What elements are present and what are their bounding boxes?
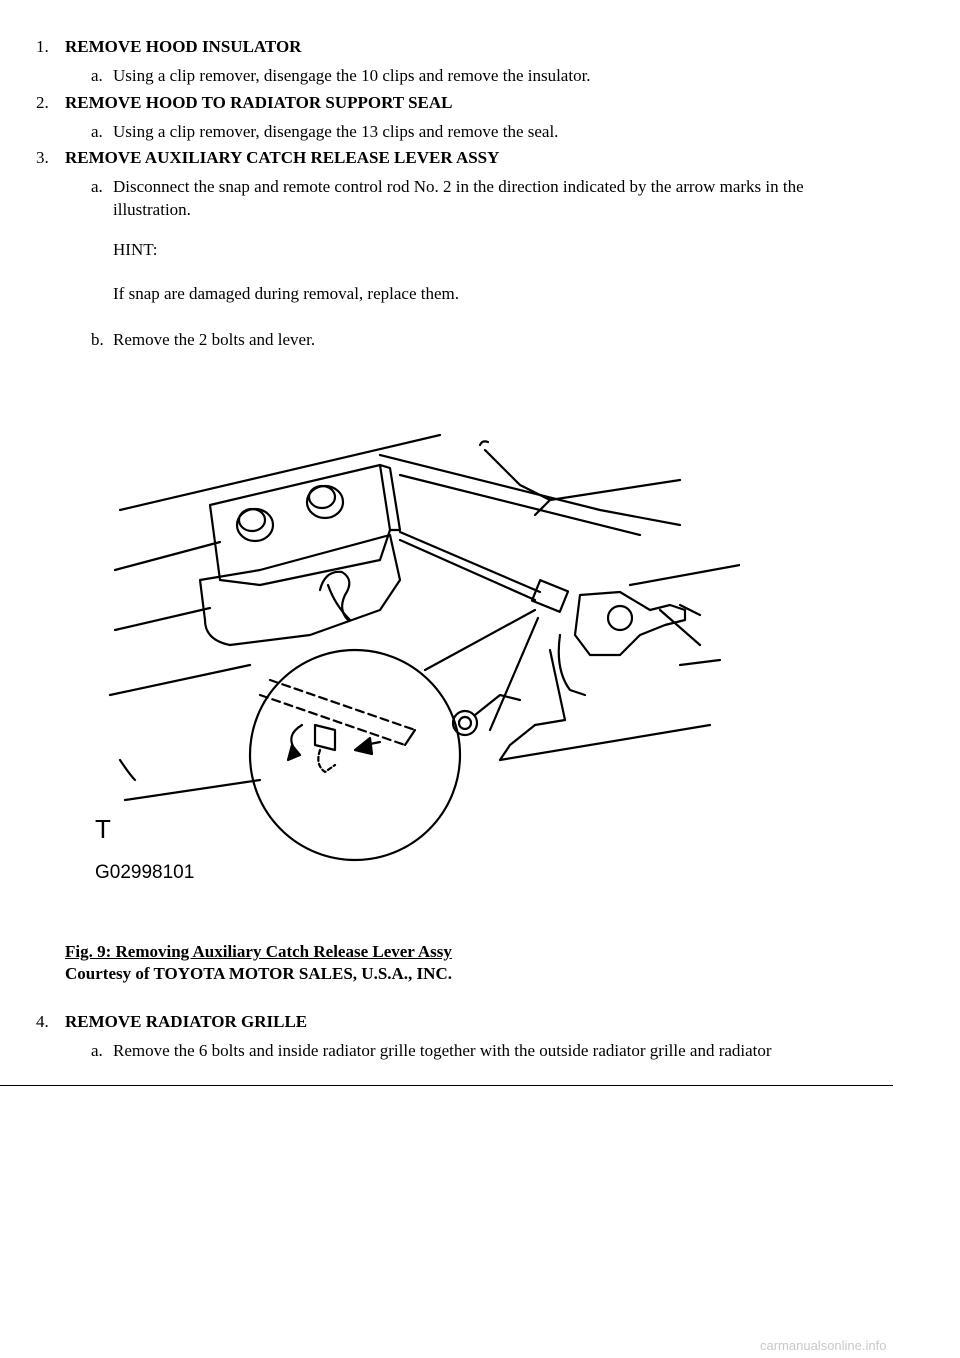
step-title: REMOVE AUXILIARY CATCH RELEASE LEVER ASSY (65, 148, 500, 167)
step-1-heading (36, 37, 301, 57)
step-3-substep-b (91, 328, 881, 351)
substep-letter: a. (91, 66, 103, 85)
page-divider (0, 1085, 893, 1086)
step-3-substep-a (91, 175, 881, 221)
substep-text: Remove the 6 bolts and inside radiator grille together with the outside radiator grille and radiator (113, 1041, 772, 1060)
step-number: 1. (36, 37, 49, 56)
figure-code: G02998101 (95, 862, 195, 883)
step-2-substep-a (91, 120, 881, 143)
lever-illustration (80, 420, 740, 890)
substep-letter: a. (91, 177, 103, 196)
substep-letter: a. (91, 1041, 103, 1060)
step-number: 4. (36, 1012, 49, 1031)
step-4-substep-a (91, 1039, 881, 1062)
step-number: 3. (36, 148, 49, 167)
step-3-heading (36, 148, 499, 168)
step-4-heading (36, 1012, 307, 1032)
step-title: REMOVE HOOD TO RADIATOR SUPPORT SEAL (65, 93, 453, 112)
hint-label: HINT: (113, 240, 158, 259)
substep-text: Using a clip remover, disengage the 10 clips and remove the insulator. (113, 66, 591, 85)
substep-text: Remove the 2 bolts and lever. (113, 330, 316, 349)
step-title: REMOVE HOOD INSULATOR (65, 37, 302, 56)
step-2-heading (36, 93, 452, 113)
watermark: carmanualsonline.info (760, 1338, 887, 1353)
step-1-substep-a (91, 64, 881, 87)
substep-letter: a. (91, 122, 103, 141)
substep-letter: b. (91, 330, 104, 349)
substep-text: Using a clip remover, disengage the 13 clips and remove the seal. (113, 122, 559, 141)
substep-text: Disconnect the snap and remote control rod No. 2 in the direction indicated by the arrow marks in the illustration. (113, 177, 804, 219)
figure-marker: T (95, 814, 111, 844)
figure-caption: Fig. 9: Removing Auxiliary Catch Release Lever Assy (65, 942, 452, 961)
step-number: 2. (36, 93, 49, 112)
hint-text: If snap are damaged during removal, replace them. (113, 284, 459, 303)
figure-courtesy: Courtesy of TOYOTA MOTOR SALES, U.S.A., INC. (65, 964, 452, 983)
step-title: REMOVE RADIATOR GRILLE (65, 1012, 308, 1031)
